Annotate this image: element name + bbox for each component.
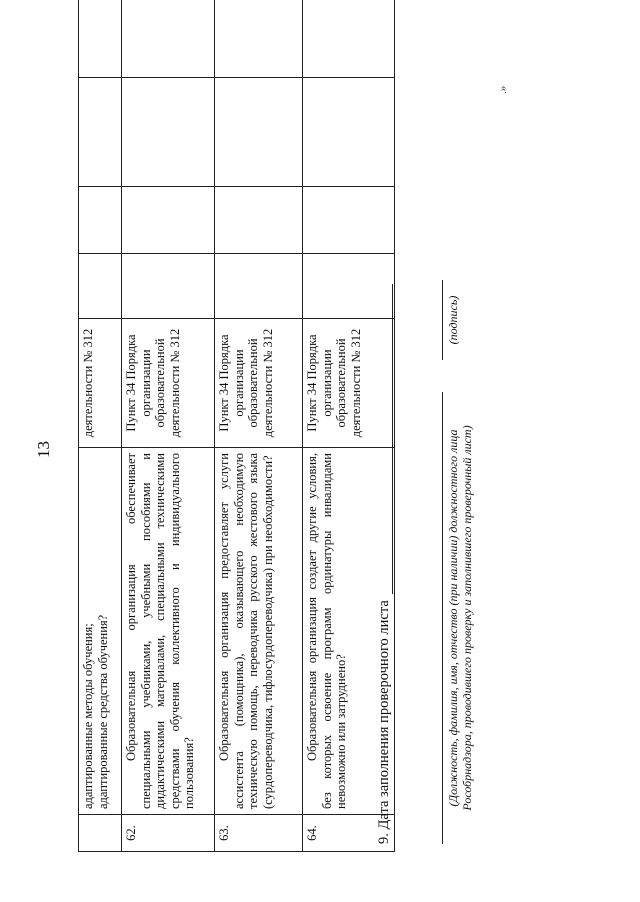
answer-cell (122, 187, 215, 254)
table-row-continued (79, 0, 122, 852)
reference-cell: Пункт 34 Порядка организации образовательной деятельности № 312 (215, 319, 303, 448)
answer-cell (303, 0, 395, 78)
question-text: Образовательная организация обеспечивает специальными учебниками, учебными пособиями и дидактическими материалами, специальными техническими средствами обучения коллективного и индивидуального пользования? (124, 453, 196, 809)
answer-cell (215, 78, 303, 187)
question-text: Образовательная организация предоставляет услуги ассистента (помощника), оказывающего необходимую техническую помощь, переводчика русского жестового языка (сурдопереводчика, тифлосурдопереводчика) при необходимости? (217, 453, 275, 809)
answer-cell (122, 78, 215, 187)
answer-cell (79, 254, 122, 319)
answer-cell (122, 0, 215, 78)
official-caption: (Должность, фамилия, имя, отчество (при наличии) должностного лица Рособрнадзора, проводившего проверку и заполнившего проверочный лист) (446, 425, 474, 811)
signature-caption: (подпись) (446, 295, 460, 345)
row-number-cell: 64. (303, 815, 395, 852)
answer-cell (303, 187, 395, 254)
answer-cell (79, 78, 122, 187)
answer-cell (122, 254, 215, 319)
signature-line (442, 280, 443, 360)
answer-cell (79, 187, 122, 254)
fill-date-label: 9. Дата заполнения проверочного листа (376, 600, 392, 844)
row-number-cell: 62. (122, 815, 215, 852)
signature-block (430, 84, 474, 844)
reference-cell: Пункт 34 Порядка организации образовательной деятельности № 312 (122, 319, 215, 448)
page-number: 13 (34, 441, 53, 458)
answer-cell (215, 187, 303, 254)
reference-cell: Пункт 34 Порядка организации образовательной деятельности № 312 (303, 319, 395, 448)
official-name-line (442, 392, 443, 844)
checklist-table (78, 0, 395, 852)
corner-mark: .» (497, 85, 509, 94)
question-cell (122, 448, 215, 815)
fill-date-field (376, 284, 393, 844)
row-number-cell: 63. (215, 815, 303, 852)
answer-cell (215, 254, 303, 319)
question-cell (215, 448, 303, 815)
row-number-cell (79, 815, 122, 852)
answer-cell (79, 0, 122, 78)
question-line: адаптированные методы обучения; (81, 623, 95, 809)
table-row (215, 0, 303, 852)
fill-date-blank (380, 284, 393, 594)
reference-cell: деятельности № 312 (79, 319, 122, 448)
table-row (122, 0, 215, 852)
answer-cell (303, 78, 395, 187)
question-text: Образовательная организация создает другие условия, без которых освоение программ ординатуры инвалидами невозможно или затруднено? (305, 453, 348, 809)
answer-cell (215, 0, 303, 78)
question-line: адаптированные средства обучения? (95, 614, 110, 809)
question-cell (79, 448, 122, 815)
